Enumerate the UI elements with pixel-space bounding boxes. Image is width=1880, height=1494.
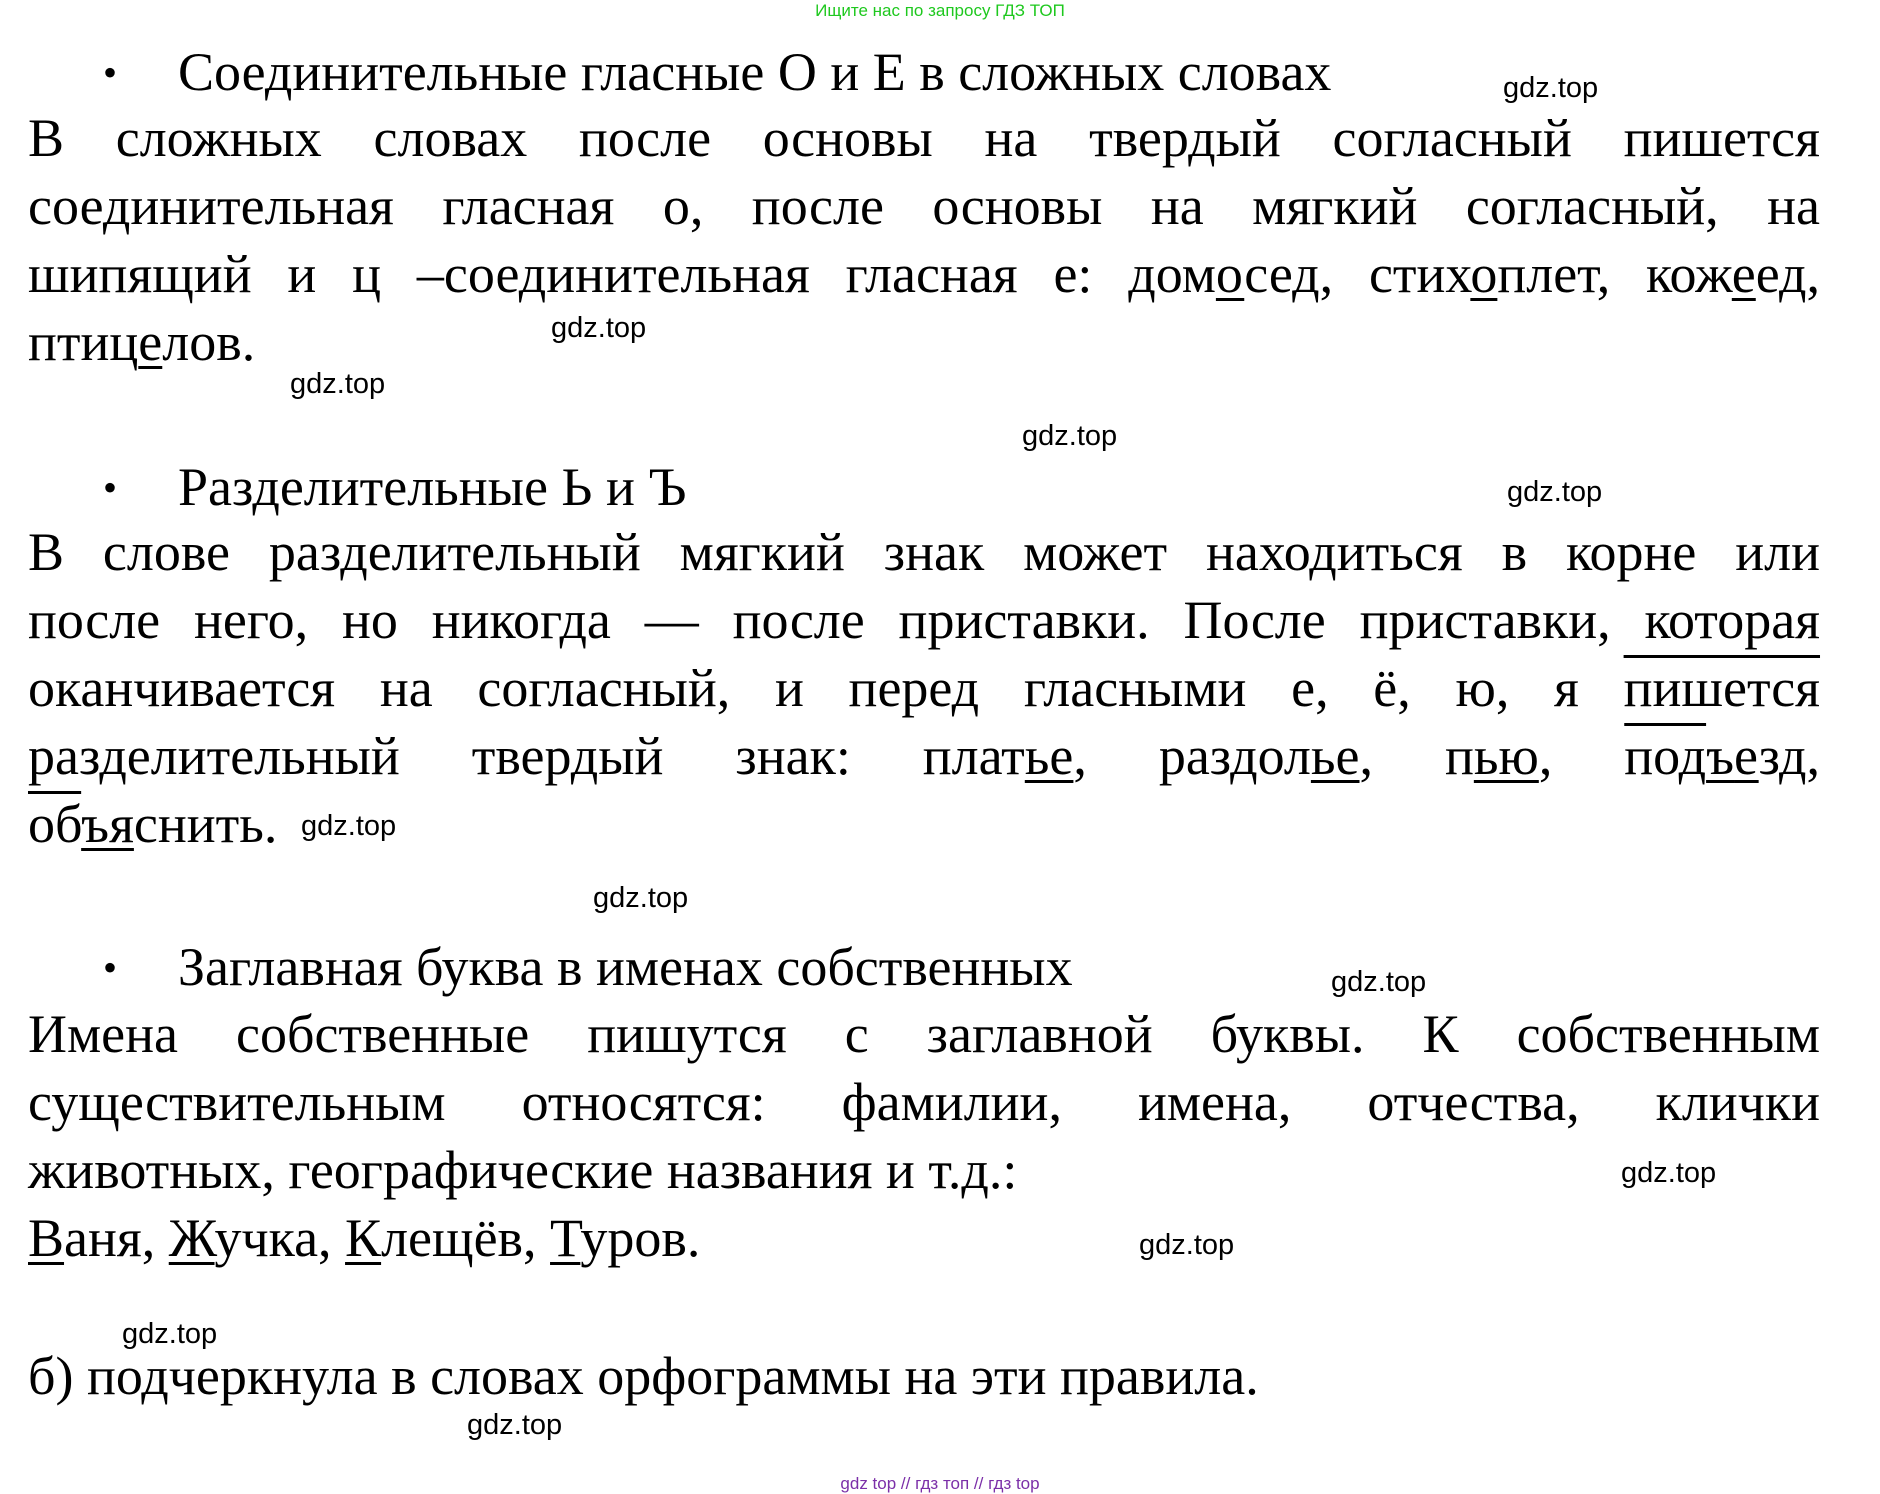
underlined-capital: Ж	[168, 1208, 215, 1268]
overlined-root: пишется	[1623, 658, 1821, 718]
heading-text: Разделительные Ь и Ъ	[178, 457, 687, 517]
watermark: gdz.top	[1022, 420, 1118, 452]
bottom-banner: gdz top // гдз топ // гдз top	[840, 1474, 1040, 1493]
text-line: соединительная гласная о, после основы на мягкий согласный, на	[28, 176, 1820, 236]
text-line: объяснить.	[28, 794, 278, 854]
heading-text: Соединительные гласные О и Е в сложных словах	[178, 42, 1332, 102]
underlined-vowel: е	[1731, 244, 1756, 304]
underlined-capital: Т	[550, 1208, 581, 1268]
section-2-paragraph	[28, 518, 1820, 858]
watermark: gdz.top	[290, 368, 386, 400]
underlined-capital: К	[345, 1208, 382, 1268]
watermark: gdz.top	[1507, 476, 1603, 508]
watermark: gdz.top	[301, 810, 397, 842]
text-line: оканчивается на согласный, и перед гласными е, ё, ю, я пишется	[28, 658, 1821, 718]
watermark: gdz.top	[551, 312, 647, 344]
bullet: •	[103, 465, 118, 510]
bullet: •	[103, 50, 118, 95]
watermark: gdz.top	[1139, 1229, 1235, 1261]
text-line: после него, но никогда — после приставки. После приставки, которая	[28, 590, 1820, 650]
text-line: разделительный твердый знак: платье, раздолье, пью, подъезд,	[28, 726, 1820, 786]
text-line: животных, географические названия и т.д.:	[28, 1140, 1018, 1200]
top-banner: Ищите нас по запросу ГДЗ ТОП	[815, 1, 1065, 20]
overlined-prefix: об	[28, 794, 82, 854]
underlined-vowel: о	[1470, 244, 1498, 304]
underlined-letters: ъя	[81, 794, 134, 854]
watermark: gdz.top	[1621, 1157, 1717, 1189]
underlined-vowel: е	[138, 312, 163, 372]
underlined-letters: ъ	[1706, 726, 1735, 786]
section-heading-3	[103, 937, 1073, 998]
text-line: В сложных словах после основы на твердый согласный пишется	[28, 108, 1820, 168]
section-1-paragraph	[28, 104, 1820, 376]
underlined-letters: ье	[1024, 726, 1074, 786]
watermark: gdz.top	[1503, 72, 1599, 104]
text-line: птицелов.	[28, 312, 256, 372]
names-line: Ваня, Жучка, Клещёв, Туров.	[28, 1208, 701, 1268]
answer-b: б) подчеркнула в словах орфограммы на эти правила.	[28, 1346, 1259, 1406]
underlined-letters: ье	[1310, 726, 1360, 786]
watermark: gdz.top	[467, 1409, 563, 1441]
text-line: В слове разделительный мягкий знак может находиться в корне или	[28, 522, 1820, 582]
underlined-vowel: о	[1215, 244, 1245, 304]
underlined-letters: ью	[1473, 726, 1539, 786]
overlined-prefix: под	[1624, 726, 1707, 786]
underlined-letters: е	[1734, 726, 1759, 786]
text-line: шипящий и ц –соединительная гласная е: домосед, стихоплет, кожеед,	[28, 244, 1820, 304]
section-heading-1	[103, 42, 1331, 103]
underlined-capital: В	[28, 1208, 65, 1268]
heading-text: Заглавная буква в именах собственных	[178, 937, 1073, 997]
section-3-paragraph	[28, 1000, 1820, 1272]
watermark: gdz.top	[1331, 966, 1427, 998]
section-heading-2	[103, 457, 686, 518]
bullet: •	[103, 945, 118, 990]
watermark: gdz.top	[122, 1318, 218, 1350]
text-line: Имена собственные пишутся с заглавной буквы. К собственным	[28, 1004, 1820, 1064]
watermark: gdz.top	[593, 882, 689, 914]
text-line: существительным относятся: фамилии, имена, отчества, клички	[28, 1072, 1820, 1132]
